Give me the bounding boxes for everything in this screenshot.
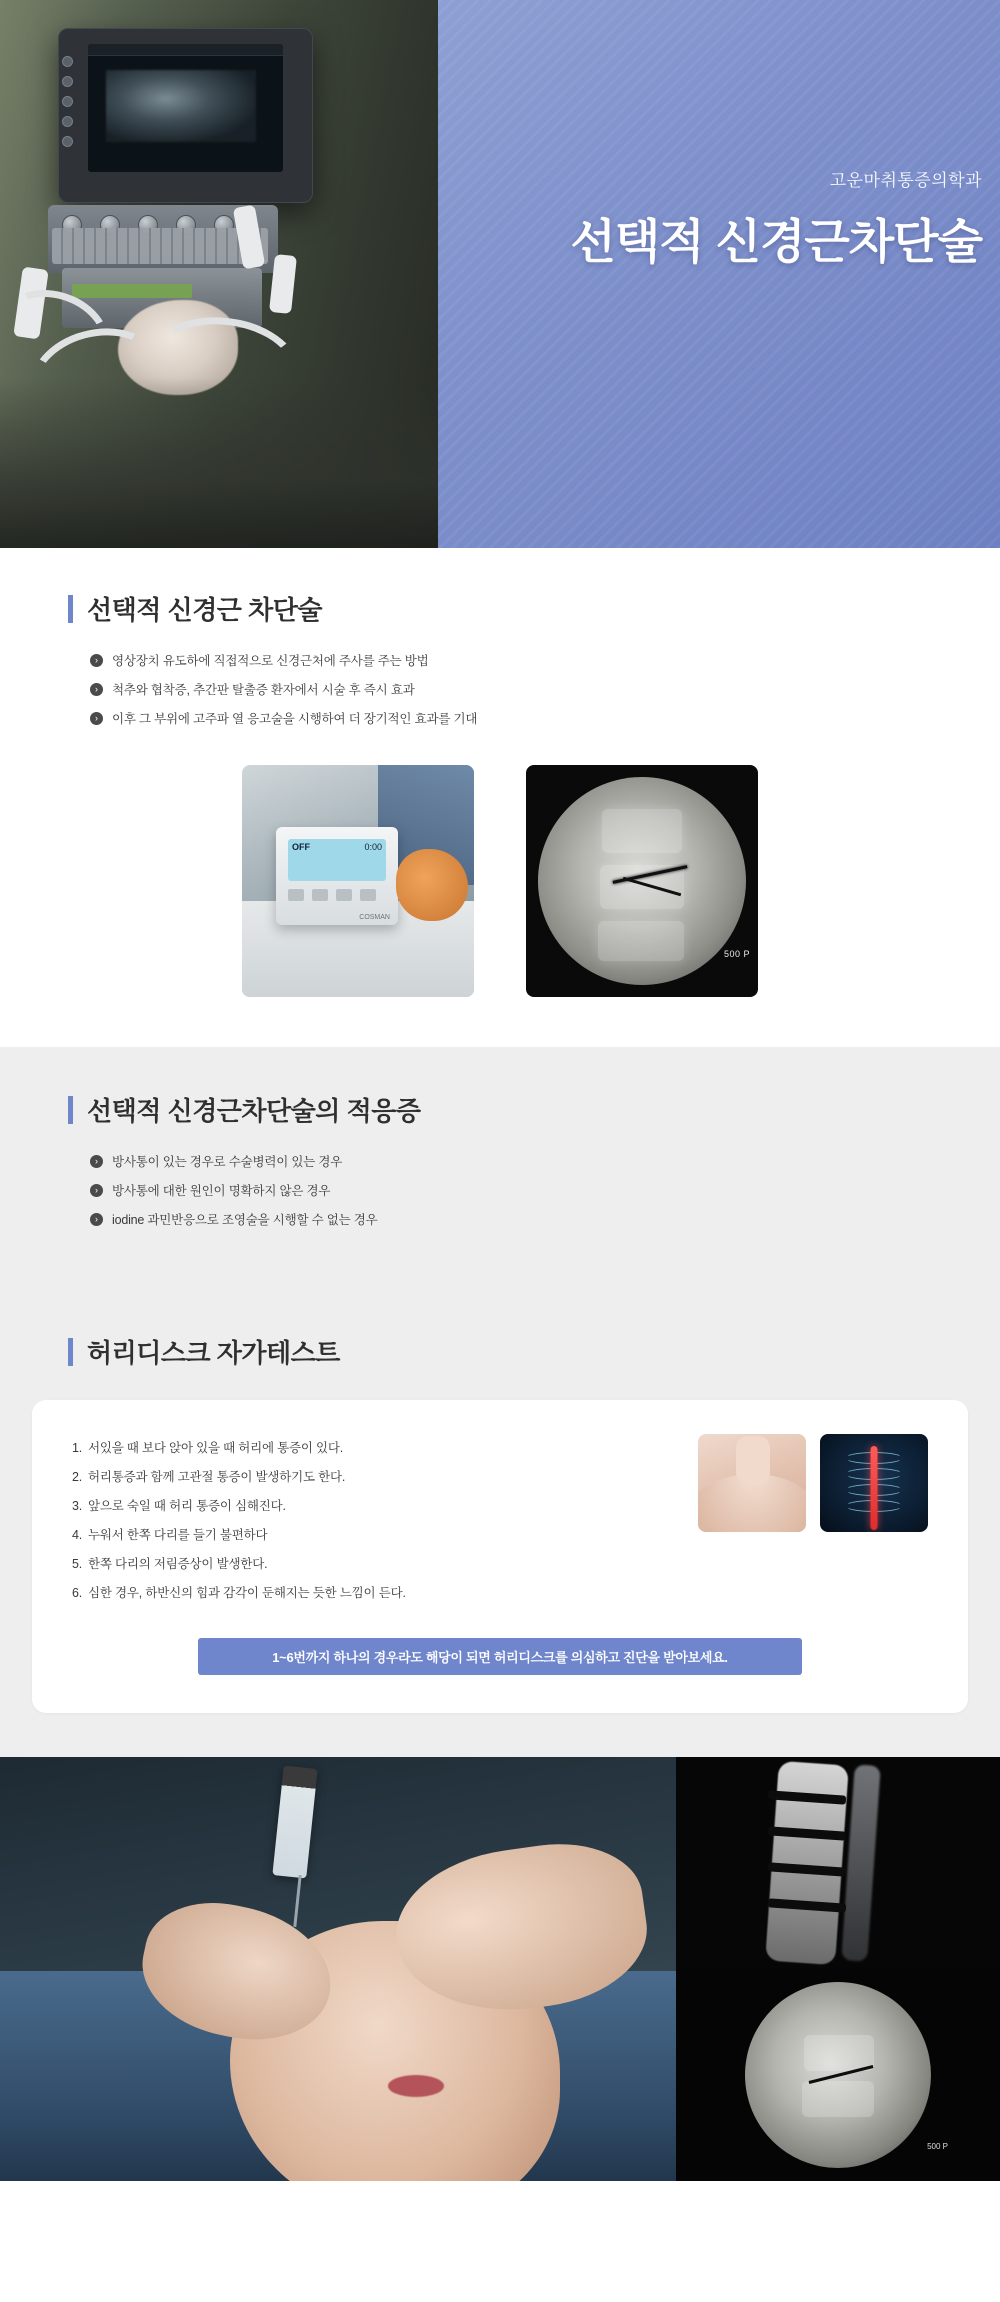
bullet-item [90,680,1000,698]
section-selftest [0,1293,1000,1757]
page-title: 선택적 신경근차단술 [570,215,982,268]
list-item-text: 앞으로 숙일 때 허리 통증이 심해진다. [88,1499,286,1513]
section-procedure [0,548,1000,1047]
bullet-text: 방사통이 있는 경우로 수술병력이 있는 경우 [112,1155,343,1169]
section-selftest-title: 허리디스크 자가테스트 [87,1338,340,1368]
footer-right-photos [676,1757,1000,2181]
section-accent-bar [68,1338,73,1366]
bullet-text: 방사통에 대한 원인이 명확하지 않은 경우 [112,1184,331,1198]
section-indications-header [0,1091,1000,1128]
c-arm-fluoroscopy-photo [676,1969,1000,2181]
section-indications-bullets [90,1152,1000,1228]
list-item-text: 심한 경우, 하반신의 힘과 감각이 둔해지는 듯한 느낌이 든다. [88,1586,406,1600]
chevron-right-icon: › [90,1184,103,1197]
spine-illustration [820,1434,928,1532]
rf-generator-photo: OFF 0:00 COSMAN [242,765,474,997]
hero-title-panel [438,0,1000,548]
chevron-right-icon: › [90,1155,103,1168]
bullet-text: 이후 그 부위에 고주파 열 응고술을 시행하여 더 장기적인 효과를 기대 [112,712,478,726]
section-procedure-bullets [90,651,1000,727]
section-indications [0,1047,1000,1293]
bullet-item [90,709,1000,727]
list-item-text: 누워서 한쪽 다리를 들기 불편하다 [88,1528,268,1542]
bullet-text: 영상장치 유도하에 직접적으로 신경근처에 주사를 주는 방법 [112,654,429,668]
list-item: 6. 심한 경우, 하반신의 힘과 감각이 둔해지는 듯한 느낌이 든다. [72,1586,406,1600]
fluoroscopy-label: 500 P [927,2142,948,2151]
bullet-item [90,1181,1000,1199]
fluoroscopy-label: 500 P [723,949,750,959]
section-indications-title: 선택적 신경근차단술의 적응증 [87,1096,421,1126]
section-accent-bar [68,1096,73,1124]
selftest-note: 1~6번까지 하나의 경우라도 해당이 되면 허리디스크를 의심하고 진단을 받아보세요. [198,1638,802,1675]
injection-procedure-photo [0,1757,676,2181]
list-item: 1. 서있을 때 보다 앉아 있을 때 허리에 통증이 있다. [72,1441,344,1455]
clinic-name: 고운마취통증의학과 [829,171,982,190]
chevron-right-icon: › [90,1213,103,1226]
bullet-text: iodine 과민반응으로 조영술을 시행할 수 없는 경우 [112,1213,378,1227]
chevron-right-icon: › [90,712,103,725]
list-item: 2. 허리통증과 함께 고관절 통증이 발생하기도 한다. [72,1470,346,1484]
lumbar-spine-mri [676,1757,1000,1969]
section-procedure-images [0,765,1000,997]
section-procedure-title: 선택적 신경근 차단술 [87,595,322,625]
list-item-text: 한쪽 다리의 저림증상이 발생한다. [88,1557,268,1571]
section-accent-bar [68,595,73,623]
list-item-text: 허리통증과 함께 고관절 통증이 발생하기도 한다. [88,1470,346,1484]
list-item: 5. 한쪽 다리의 저림증상이 발생한다. [72,1557,268,1571]
bullet-item [90,1152,1000,1170]
hero-banner [0,0,1000,548]
bullet-text: 척추와 협착증, 추간판 탈출증 환자에서 시술 후 즉시 효과 [112,683,415,697]
chevron-right-icon: › [90,683,103,696]
selftest-images [698,1434,928,1532]
chevron-right-icon: › [90,654,103,667]
fluoroscopy-photo [526,765,758,997]
section-procedure-header [0,590,1000,627]
list-item-text: 서있을 때 보다 앉아 있을 때 허리에 통증이 있다. [88,1441,344,1455]
bullet-item [90,651,1000,669]
hero-ultrasound-photo [0,0,438,548]
list-item: 4. 누워서 한쪽 다리를 들기 불편하다 [72,1528,268,1542]
selftest-list [72,1434,672,1612]
bullet-item [90,1210,1000,1228]
footer-photo-strip [0,1757,1000,2181]
list-item: 3. 앞으로 숙일 때 허리 통증이 심해진다. [72,1499,286,1513]
neck-shoulder-photo [698,1434,806,1532]
selftest-card [32,1400,968,1713]
section-selftest-header [0,1333,1000,1370]
